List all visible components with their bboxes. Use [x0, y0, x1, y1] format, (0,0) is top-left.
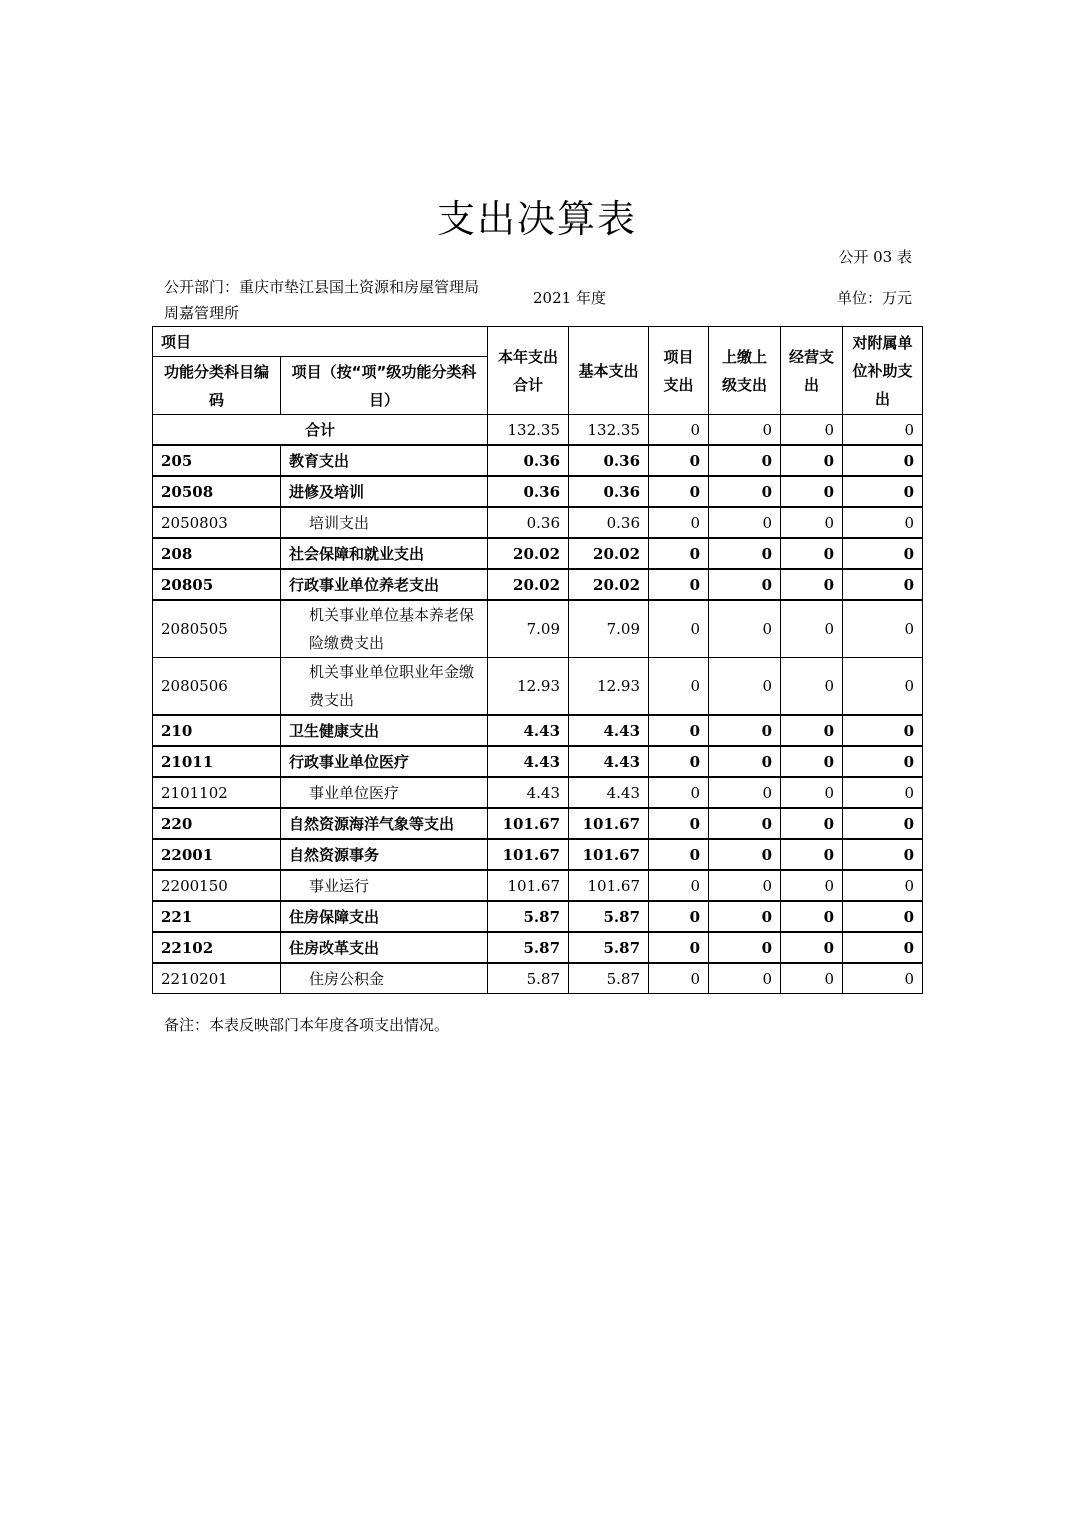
row-value: 0: [781, 963, 843, 994]
row-code: 20508: [153, 476, 281, 507]
row-value: 0: [649, 600, 709, 658]
row-code: 208: [153, 538, 281, 569]
table-row: [153, 600, 923, 658]
row-value: 0: [843, 600, 923, 658]
row-value: 0.36: [488, 507, 569, 538]
row-code: 2050803: [153, 507, 281, 538]
row-value: 4.43: [569, 777, 649, 808]
row-value: 5.87: [569, 963, 649, 994]
row-code: 2080505: [153, 600, 281, 658]
row-value: 0: [709, 445, 781, 476]
row-value: 0: [781, 901, 843, 932]
row-value: 0: [781, 476, 843, 507]
row-value: 0: [709, 538, 781, 569]
header-item: 项目: [153, 327, 488, 357]
row-value: 0: [709, 476, 781, 507]
row-name: 事业单位医疗: [281, 777, 488, 808]
total-label: 合计: [153, 415, 488, 446]
footnote: 备注：本表反映部门本年度各项支出情况。: [164, 1016, 450, 1034]
header-subsidy: 对附属单位补助支出: [843, 327, 923, 415]
row-name: 自然资源海洋气象等支出: [281, 808, 488, 839]
row-value: 101.67: [569, 870, 649, 901]
table-row: [153, 445, 923, 476]
row-name: 住房改革支出: [281, 932, 488, 963]
row-value: 0: [781, 870, 843, 901]
row-value: 4.43: [488, 777, 569, 808]
row-value: 0: [709, 870, 781, 901]
row-value: 0: [649, 476, 709, 507]
row-value: 0: [781, 808, 843, 839]
row-value: 101.67: [569, 808, 649, 839]
row-code: 2210201: [153, 963, 281, 994]
row-value: 0: [843, 476, 923, 507]
row-name: 培训支出: [281, 507, 488, 538]
row-value: 0: [649, 569, 709, 600]
row-value: 0: [649, 777, 709, 808]
header-basic: 基本支出: [569, 327, 649, 415]
row-value: 0: [649, 932, 709, 963]
row-value: 0: [649, 538, 709, 569]
row-code: 21011: [153, 746, 281, 777]
row-value: 5.87: [488, 963, 569, 994]
row-value: 0: [709, 715, 781, 746]
row-code: 221: [153, 901, 281, 932]
row-value: 0.36: [569, 507, 649, 538]
table-row: [153, 507, 923, 538]
row-value: 0: [781, 569, 843, 600]
table-row: [153, 476, 923, 507]
row-value: 0: [649, 839, 709, 870]
row-code: 20805: [153, 569, 281, 600]
total-value: 132.35: [488, 415, 569, 446]
row-value: 101.67: [569, 839, 649, 870]
row-name: 事业运行: [281, 870, 488, 901]
row-value: 5.87: [488, 901, 569, 932]
row-value: 0: [709, 507, 781, 538]
row-value: 0: [843, 746, 923, 777]
row-value: 0.36: [569, 476, 649, 507]
row-value: 0: [843, 808, 923, 839]
row-value: 0: [781, 538, 843, 569]
row-value: 0: [649, 445, 709, 476]
row-name: 自然资源事务: [281, 839, 488, 870]
row-value: 0.36: [488, 445, 569, 476]
row-value: 0: [781, 600, 843, 658]
table-row: [153, 715, 923, 746]
row-value: 0: [843, 932, 923, 963]
row-value: 0: [781, 839, 843, 870]
row-value: 0: [649, 870, 709, 901]
header-operate: 经营支出: [781, 327, 843, 415]
row-code: 2101102: [153, 777, 281, 808]
row-value: 101.67: [488, 808, 569, 839]
row-value: 0: [843, 569, 923, 600]
row-value: 0: [649, 658, 709, 716]
row-code: 2200150: [153, 870, 281, 901]
row-value: 0: [843, 538, 923, 569]
row-value: 4.43: [488, 746, 569, 777]
row-value: 101.67: [488, 870, 569, 901]
row-value: 7.09: [488, 600, 569, 658]
row-value: 0: [649, 963, 709, 994]
row-value: 0: [781, 777, 843, 808]
row-value: 7.09: [569, 600, 649, 658]
unit-label: 单位：万元: [836, 289, 912, 307]
row-name: 卫生健康支出: [281, 715, 488, 746]
total-value: 0: [843, 415, 923, 446]
table-row: [153, 569, 923, 600]
total-value: 0: [649, 415, 709, 446]
row-name: 教育支出: [281, 445, 488, 476]
row-value: 20.02: [488, 538, 569, 569]
row-name: 行政事业单位医疗: [281, 746, 488, 777]
row-value: 0: [649, 715, 709, 746]
row-value: 5.87: [569, 901, 649, 932]
row-name: 住房保障支出: [281, 901, 488, 932]
row-value: 5.87: [569, 932, 649, 963]
table-row: [153, 932, 923, 963]
row-value: 0: [843, 839, 923, 870]
table-row: [153, 777, 923, 808]
row-value: 0: [781, 658, 843, 716]
row-name: 住房公积金: [281, 963, 488, 994]
total-value: 0: [781, 415, 843, 446]
table-row: [153, 839, 923, 870]
row-value: 5.87: [488, 932, 569, 963]
row-value: 0.36: [488, 476, 569, 507]
row-code: 220: [153, 808, 281, 839]
row-value: 20.02: [488, 569, 569, 600]
header-total: 本年支出合计: [488, 327, 569, 415]
row-value: 0: [709, 777, 781, 808]
header-name: 项目（按“项”级功能分类科目）: [281, 357, 488, 415]
table-row: [153, 538, 923, 569]
row-value: 0: [709, 569, 781, 600]
table-row: [153, 901, 923, 932]
row-value: 4.43: [569, 715, 649, 746]
row-value: 0: [781, 715, 843, 746]
row-value: 20.02: [569, 538, 649, 569]
row-name: 行政事业单位养老支出: [281, 569, 488, 600]
row-value: 0: [843, 507, 923, 538]
fiscal-year: 2021 年度: [533, 289, 606, 307]
row-value: 0: [843, 777, 923, 808]
row-value: 0: [649, 901, 709, 932]
row-value: 0: [843, 870, 923, 901]
row-value: 12.93: [569, 658, 649, 716]
row-value: 0: [709, 600, 781, 658]
row-value: 0: [649, 808, 709, 839]
table-row: [153, 963, 923, 994]
row-value: 0: [781, 507, 843, 538]
row-name: 进修及培训: [281, 476, 488, 507]
total-row: [153, 415, 923, 446]
row-value: 0: [709, 839, 781, 870]
total-value: 0: [709, 415, 781, 446]
row-value: 0: [843, 963, 923, 994]
row-value: 0.36: [569, 445, 649, 476]
row-value: 0: [709, 746, 781, 777]
row-name: 社会保障和就业支出: [281, 538, 488, 569]
row-value: 20.02: [569, 569, 649, 600]
row-value: 4.43: [569, 746, 649, 777]
row-value: 0: [843, 715, 923, 746]
department-label: 公开部门：重庆市垫江县国土资源和房屋管理局周嘉管理所: [164, 278, 480, 322]
row-value: 12.93: [488, 658, 569, 716]
header-remit: 上缴上级支出: [709, 327, 781, 415]
row-value: 0: [709, 658, 781, 716]
row-value: 0: [781, 445, 843, 476]
table-number: 公开 03 表: [838, 248, 912, 266]
table-row: [153, 870, 923, 901]
row-value: 0: [781, 746, 843, 777]
row-value: 0: [781, 932, 843, 963]
row-name: 机关事业单位职业年金缴费支出: [281, 658, 488, 716]
expenditure-table: [152, 326, 923, 994]
row-code: 2080506: [153, 658, 281, 716]
row-value: 4.43: [488, 715, 569, 746]
row-code: 210: [153, 715, 281, 746]
row-code: 22102: [153, 932, 281, 963]
header-project: 项目支出: [649, 327, 709, 415]
row-value: 0: [843, 658, 923, 716]
row-value: 0: [843, 901, 923, 932]
row-value: 101.67: [488, 839, 569, 870]
row-value: 0: [709, 808, 781, 839]
header-code: 功能分类科目编码: [153, 357, 281, 415]
table-row: [153, 808, 923, 839]
row-value: 0: [709, 932, 781, 963]
row-code: 22001: [153, 839, 281, 870]
row-value: 0: [709, 901, 781, 932]
row-name: 机关事业单位基本养老保险缴费支出: [281, 600, 488, 658]
row-value: 0: [843, 445, 923, 476]
row-code: 205: [153, 445, 281, 476]
table-row: [153, 658, 923, 716]
row-value: 0: [649, 746, 709, 777]
page-title: 支出决算表: [436, 197, 637, 241]
row-value: 0: [649, 507, 709, 538]
total-value: 132.35: [569, 415, 649, 446]
table-row: [153, 746, 923, 777]
row-value: 0: [709, 963, 781, 994]
